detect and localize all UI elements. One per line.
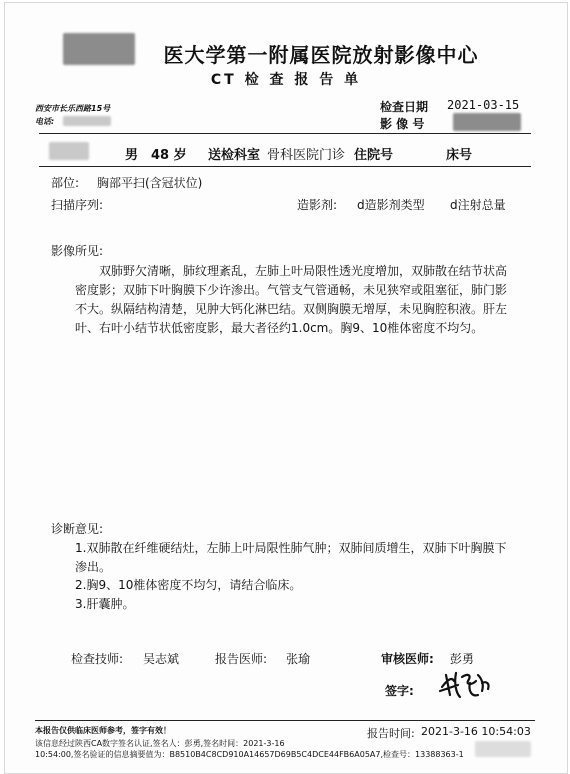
dept-value: 骨科医院门诊 [267,148,346,163]
reviewer-name: 彭勇 [450,652,475,666]
redacted-watermark [475,741,531,757]
diagnosis-label: 诊断意见: [51,522,104,536]
hospital-address: 西安市长乐西路15号 [35,104,111,113]
image-no-label: 影 像 号 [380,117,425,131]
ca-line-1: 该信息经过陕西CA数字签名认证,签名人：彭勇,签名时间：2021-3-16 [35,739,285,748]
part-label: 部位: [51,176,80,190]
exam-date-label: 检查日期 [380,100,429,114]
bed-label: 床号 [446,148,473,163]
ca-line-2: 10:54:00,签名验证的信息摘要值为：B8510B4C8CD910A14657D69B5C4DCE44FB6A05A7,检查号：13388363-1 [35,750,464,759]
technician-name: 吴志斌 [143,652,180,666]
report-page [4,2,568,774]
redacted-image-no [453,113,521,131]
report-time: 2021-3-16 10:54:03 [421,725,531,738]
reviewer-label: 审核医师: [381,652,434,666]
injection-total: d注射总量 [450,198,506,212]
diagnosis-item-1: 1.双肺散在纤维硬结灶，左肺上叶局限性肺气肿；双肺间质增生，双肺下叶胸膜下渗出。 [75,541,507,574]
phone-label: 电话: [35,117,55,126]
contrast-type: d造影剂类型 [357,198,425,212]
redacted-patient-name [49,142,89,160]
exam-date: 2021-03-15 [447,98,520,112]
patient-rule [39,166,531,167]
header-rule [39,133,531,134]
inpatient-label: 住院号 [354,148,394,163]
report-title: CT 检 查 报 告 单 [210,72,362,88]
scan-seq-label: 扫描序列: [51,198,104,212]
handwritten-signature [438,667,494,703]
report-time-label: 报告时间: [367,727,415,740]
reporter-name: 张瑜 [286,652,311,666]
redacted-phone [63,116,111,126]
patient-sex: 男 [125,148,139,163]
hospital-name: 医大学第一附属医院放射影像中心 [163,43,479,67]
diagnosis-item-2: 2.胸9、10椎体密度不均匀，请结合临床。 [75,578,302,592]
part-value: 胸部平扫(含冠状位) [97,176,203,190]
findings-label: 影像所见: [51,244,104,258]
disclaimer: 本报告仅供临床医师参考，签字有效！ [35,726,171,735]
diagnosis-item-3: 3.肝囊肿。 [75,597,135,611]
sign-label: 签字: [385,684,414,698]
findings-text: 双肺野欠清晰，肺纹理紊乱，左肺上叶局限性透光度增加，双肺散在结节状高密度影；双肺下叶胸膜下少许渗出。气管支气管通畅，未见狭窄或阻塞征，肺门影不大。纵隔结构清楚，见肿大钙化淋巴结。双侧胸膜无增厚，未见胸腔积液。肝左叶、右叶小结节状低密度影，最大者径约1.0cm。胸9、10椎体密度不均匀。 [75,264,508,335]
reporter-label: 报告医师: [215,652,268,666]
patient-age: 48 岁 [151,148,187,163]
contrast-label: 造影剂: [297,198,338,212]
technician-label: 检查技师: [71,652,124,666]
dept-label: 送检科室 [208,148,261,163]
footer-rule [35,720,535,721]
